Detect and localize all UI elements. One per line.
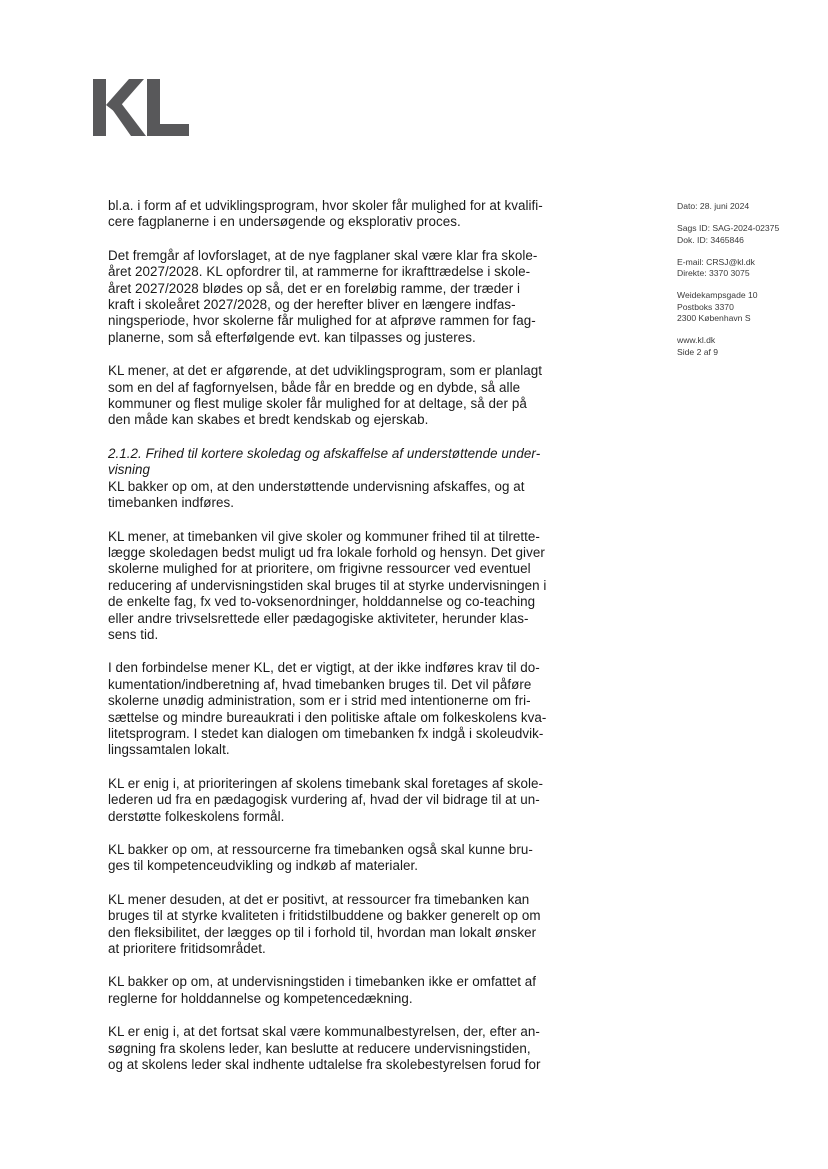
paragraph-6: I den forbindelse mener KL, det er vigtigt, at der ikke indføres krav til do- kumentation/indberetning af, hvad timebanken bruges til. Det vil påføre skolerne unødig administration, som er i strid med intentionerne om fri- sættelse og mindre bureaukrati i den politiske aftale om folkeskolens kva- litetsprogram. I stedet kan dialogen om timebanken fx indgå i skoleudvik- lingssamtalen lokalt. <box>108 660 547 758</box>
paragraph-5: KL mener, at timebanken vil give skoler og kommuner frihed til at tilrette- lægge skoledagen bedst muligt ud fra lokale forhold og hensyn. Det giver skolerne mulighed for at prioritere, om frigivne ressourcer ved eventuel reducering af undervisningstiden skal bruges til at styrke undervisningen i de enkelte fag, fx ved to-voksenordninger, holddannelse og co-teaching eller andre trivselsrettede eller pædagogiske aktiviteter, herunder klas- sens tid. <box>108 528 547 642</box>
paragraph-8: KL bakker op om, at ressourcerne fra timebanken også skal kunne bru- ges til kompetenceudvikling og indkøb af materialer. <box>108 842 533 874</box>
paragraph-11: KL er enig i, at det fortsat skal være kommunalbestyrelsen, der, efter an- søgning fra skolens leder, kan beslutte at reducere undervisningstiden, og at skolens leder skal indhente udtalelse fra skolebestyrelsen forud for <box>108 1024 541 1073</box>
paragraph-2: Det fremgår af lovforslaget, at de nye fagplaner skal være klar fra skole- året 2027/2028. KL opfordrer til, at rammerne for ikrafttrædelse i skole- året 2027/2028 blødes op så, det er en foreløbig ramme, der træder i kraft i skoleåret 2027/2028, og der herefter bliver en længere indfas- ningsperiode, hvor skolerne får mulighed for at afprøve rammen for fag- planerne, som så efterfølgende evt. kan tilpasses og justeres. <box>108 247 538 345</box>
document-metadata <box>677 201 817 369</box>
kl-logo-mark <box>93 79 189 136</box>
paragraph-7: KL er enig i, at prioriteringen af skolens timebank skal foretages af skole- lederen ud fra en pædagogisk vurdering af, hvad der vil bidrage til at un- derstøtte folkeskolens formål. <box>108 775 543 824</box>
case-id-line: Sags ID: SAG-2024-02375 <box>677 223 780 234</box>
website-line: www.kl.dk <box>677 335 716 346</box>
letter-body <box>108 198 563 1090</box>
address-box: Postboks 3370 <box>677 301 734 312</box>
page-number: Side 2 af 9 <box>677 346 719 357</box>
paragraph-1: bl.a. i form af et udviklingsprogram, hvor skoler får mulighed for at kvalifi- cere fagplanerne i en undersøgende og eksplorativ proces. <box>108 198 543 230</box>
address-city: 2300 København S <box>677 313 751 324</box>
email-line: E-mail: CRSJ@kl.dk <box>677 256 755 267</box>
kl-logo <box>93 79 189 136</box>
paragraph-9: KL mener desuden, at det er positivt, at ressourcer fra timebanken kan bruges til at styrke kvaliteten i fritidstilbuddene og bakker generelt op om den fleksibilitet, der lægges op til i forhold til, hvordan man lokalt ønsker at prioritere fritidsområdet. <box>108 891 541 957</box>
paragraph-4: KL bakker op om, at den understøttende undervisning afskaffes, og at timebanken indføres. <box>108 478 525 511</box>
section-heading: 2.1.2. Frihed til kortere skoledag og afskaffelse af understøttende under- visning <box>108 445 541 478</box>
address-street: Weidekampsgade 10 <box>677 290 758 301</box>
doc-id-line: Dok. ID: 3465846 <box>677 234 744 245</box>
date-line: Dato: 28. juni 2024 <box>677 201 750 211</box>
paragraph-10: KL bakker op om, at undervisningstiden i timebanken ikke er omfattet af reglerne for holddannelse og kompetencedækning. <box>108 974 537 1006</box>
paragraph-3: KL mener, at det er afgørende, at det udviklingsprogram, som er planlagt som en del af fagfornyelsen, både får en bredde og en dybde, så alle kommuner og flest mulige skoler får mulighed for at deltage, så der på den måde kan skabes et bredt kendskab og ejerskab. <box>108 363 543 428</box>
phone-line: Direkte: 3370 3075 <box>677 268 750 279</box>
